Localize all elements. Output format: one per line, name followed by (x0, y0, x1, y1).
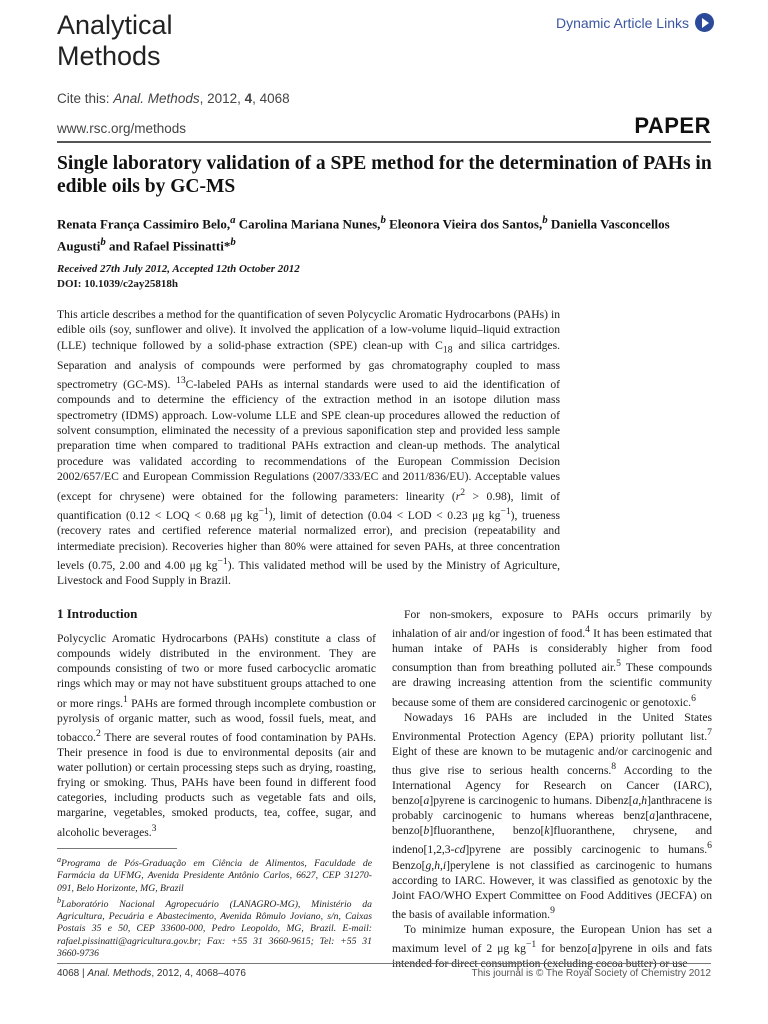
dynamic-article-links[interactable] (556, 13, 714, 32)
cite-page: , 4068 (252, 91, 290, 106)
footnote-b: $^b$Laboratório Nacional Agropecuário (LANAGRO-MG), Ministério da Agricultura, Pecuária e Abastecimento, Avenida Rômulo Joviano, s/n, Caixas Postais 35 e 50, CEP 33600-000, Pedro Leopoldo, MG, Brazil. E-mail: rafael.pissinatti@agricultura.gov.br; Fax: +55 31 3660-9615; Tel: +55 31 3660-9736 (57, 895, 372, 959)
article-title: Single laboratory validation of a SPE method for the determination of PAHs in edible oils by GC-MS (57, 153, 712, 197)
footnote-divider (57, 848, 177, 849)
dynamic-article-links-label[interactable]: Dynamic Article Links (555, 14, 689, 31)
cite-journal: Anal. Methods (113, 91, 200, 106)
paper-type-label: PAPER (634, 113, 711, 138)
journal-title-line2: Methods (57, 41, 161, 71)
footnote-a: $^a$Programa de Pós-Graduação em Ciência de Alimentos, Faculdade de Farmácia da UFMG, Avenida Presidente Antônio Carlos, 6627, CEP 31270-091, Belo Horizonte, MG, Brazil (57, 855, 372, 894)
footer-journal: Anal. Methods (87, 968, 152, 979)
footer-page-prefix: 4068 | (57, 968, 88, 979)
cite-volume: 4 (244, 91, 253, 106)
footer-copyright: This journal is © The Royal Society of Chemistry 2012 (471, 968, 711, 979)
abstract (57, 307, 560, 589)
doi[interactable]: DOI: 10.1039/c2ay25818h (57, 278, 178, 290)
footer-page-suffix: , 2012, 4, 4068–4076 (151, 968, 246, 979)
intro-paragraph-4: To minimize human exposure, the European Union has set a maximum level of 2 μg $kg^{-1}$ for benzo[a]pyrene in oils and fats intended for direct consumption (excluding cocoa butter) or use (392, 922, 712, 971)
author-list: Renata França Cassimiro Belo,$^a$ Carolina Mariana Nunes,$^b$ Eleonora Vieira dos Santos,$^b$ Daniella Vasconcellos Augusti$^b$ and Rafael Pissinatti*$^b$ (57, 214, 670, 254)
affiliations-footnotes (57, 854, 372, 960)
journal-title (57, 10, 173, 72)
journal-url[interactable]: www.rsc.org/methods (57, 121, 187, 136)
body-column-right (392, 607, 712, 971)
cite-year: , 2012, (199, 91, 245, 106)
intro-paragraph-1: Polycyclic Aromatic Hydrocarbons (PAHs) constitute a class of compounds widely distributed in the environment. They are compounds consisting of two or more fused carbocyclic aromatic rings which may or may not have substituent groups attached to one or more rings.$^1$ PAHs are formed through incomplete combustion or pyrolysis of organic matter, such as wood, fossil fuels, meat, and tobacco.$^2$ There are several routes of food contamination by PAHs. Their presence in food is due to environmental deposits (air and water pollution) or certain processing steps such as drying, roasting, frying or smoking. Thus, PAHs have been found in different food categories, including products such as vegetable fats and oils, margarine, vegetables, smoked products, tea, coffee, sugar, and alcoholic beverages.$^3$ (57, 632, 376, 839)
footer-divider (57, 963, 711, 964)
play-icon[interactable] (695, 13, 714, 32)
section-heading-introduction: 1 Introduction (57, 606, 138, 621)
footer-page-info (57, 968, 246, 979)
intro-paragraph-2: For non-smokers, exposure to PAHs occurs primarily by inhalation of air and/or ingestion of food.$^4$ It has been estimated that human intake of PAHs is considerably higher from food consumption than from breathing polluted air.$^5$ These compounds are drawing increasing attention from the scientific community because some of them are considered carcinogenic or genotoxic.$^6$ (392, 608, 712, 709)
intro-paragraph-3: Nowadays 16 PAHs are included in the United States Environmental Protection Agency (EPA) priority pollutant list.$^7$ Eight of these are known to be mutagenic and/or carcinogenic and thus give rise to serious health concerns.$^8$ According to the International Agency for Research on Cancer (IARC), benzo[a]pyrene is carcinogenic to humans. Dibenz[a,h]anthracene is probably carcinogenic to humans whereas benz[a]anthracene, benzo[b]fluoranthene, benzo[k]fluoranthene, chrysene, and indeno[1,2,3-cd]pyrene are possibly carcinogenic to humans.$^6$ Benzo[g,h,i]perylene is not classified as carcinogenic to humans according to IARC. However, it was classified as genotoxic by the Joint FAO/WHO Expert Committee on Food Additives (JECFA) on the basis of available information.$^9$ (392, 710, 713, 921)
journal-title-line1: Analytical (57, 10, 173, 40)
citation-line (57, 91, 290, 106)
received-accepted-dates: Received 27th July 2012, Accepted 12th October 2012 (57, 263, 300, 275)
abstract-text: This article describes a method for the quantification of seven Polycyclic Aromatic Hydrocarbons (PAHs) in edible oils (soy, sunflower and olive). It involved the application of a low-volume liquid–liquid extraction (LLE) technique followed by a solid-phase extraction (SPE) clean-up with $C_{18}$ and silica cartridges. Separation and analysis of compounds were performed by gas chromatography coupled to mass spectrometry (GC-MS). $^{13}$C-labeled PAHs as internal standards were used to aid the identification of compounds and to determine the efficiency of the extraction method in an isotope dilution mass spectrometry (IDMS) approach. Low-volume LLE and SPE clean-up procedures allowed the reduction of solvent consumption, eliminated the necessity of a previous saponification step and provided less sample preparation time when compared to traditional PAHs extraction and clean-up methods. The analytical procedure was validated according to recommendations of the European Commission Decision 2002/657/EC and European Commission Regulations (2007/333/EC and 2011/836/EU). Acceptable values (except for chrysene) were obtained for the following parameters: linearity $(r^2 > 0.98)$, limit of quantification (0.12 < LOQ < 0.68 μg $kg^{-1}$), limit of detection (0.04 < LOD < 0.23 μg $kg^{-1}$), trueness (recovery rates and certified reference material normalized error), and precision (repeatability and intermediate precision). Recoveries higher than 80% were attained for seven PAHs, at three concentration levels (0.75, 2.00 and 4.00 μg $kg^{-1}$). This validated method will be used by the Ministry of Agriculture, Livestock and Food Supply in Brazil. (57, 308, 561, 588)
cite-prefix: Cite this: (57, 91, 114, 106)
body-column-left (57, 631, 376, 840)
header-divider (57, 141, 711, 143)
